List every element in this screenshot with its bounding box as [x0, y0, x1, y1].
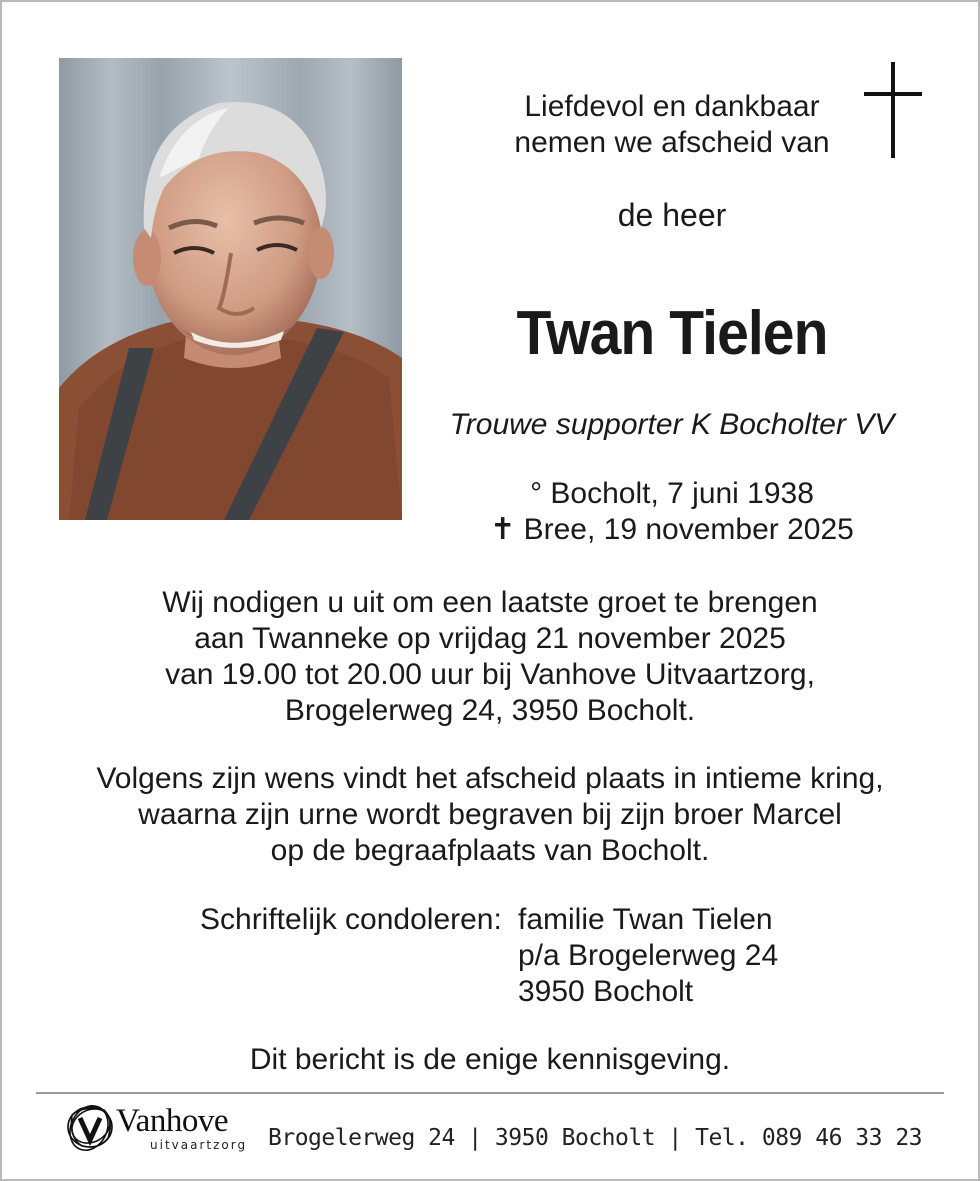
footer-divider [36, 1092, 944, 1094]
intro-line: nemen we afscheid van [514, 126, 830, 159]
condolences-label: Schriftelijk condoleren: [200, 903, 502, 936]
paragraph-line: Wij nodigen u uit om een laatste groet te brengen [162, 586, 818, 619]
salutation: de heer [617, 197, 727, 233]
portrait-illustration [59, 58, 402, 520]
life-dates [450, 476, 894, 548]
paragraph-line: op de begraafplaats van Bocholt. [270, 834, 710, 867]
visitation-paragraph [40, 585, 940, 729]
paragraph-line: waarna zijn urne wordt begraven bij zijn broer Marcel [138, 798, 842, 831]
intro-text [450, 89, 894, 161]
paragraph-line: Volgens zijn wens vindt het afscheid plaats in intieme kring, [96, 762, 884, 795]
logo-subtitle: uitvaartzorg [150, 1138, 248, 1152]
death-date: ✝ Bree, 19 november 2025 [490, 513, 854, 546]
portrait-photo [59, 58, 402, 520]
logo-name: Vanhove [116, 1103, 228, 1139]
paragraph-line: aan Twanneke op vrijdag 21 november 2025 [194, 622, 786, 655]
tagline: Trouwe supporter K Bocholter VV [449, 408, 895, 441]
deceased-name: Twan Tielen [516, 299, 828, 368]
notice-text: Dit bericht is de enige kennisgeving. [249, 1043, 731, 1076]
address-line: 3950 Bocholt [518, 975, 694, 1008]
vanhove-logo [64, 1100, 264, 1156]
intro-line: Liefdevol en dankbaar [524, 90, 820, 123]
address-line: p/a Brogelerweg 24 [518, 939, 779, 972]
funeral-paragraph [40, 761, 940, 869]
footer-address: Brogelerweg 24 | 3950 Bocholt | Tel. 089 46 33 23 [268, 1125, 923, 1151]
paragraph-line: van 19.00 tot 20.00 uur bij Vanhove Uitvaartzorg, [165, 658, 815, 691]
condolences-address [518, 902, 778, 1010]
paragraph-line: Brogelerweg 24, 3950 Bocholt. [284, 694, 696, 727]
logo-mark-icon [64, 1100, 116, 1154]
birth-date: ° Bocholt, 7 juni 1938 [530, 477, 814, 510]
address-line: familie Twan Tielen [518, 903, 773, 936]
